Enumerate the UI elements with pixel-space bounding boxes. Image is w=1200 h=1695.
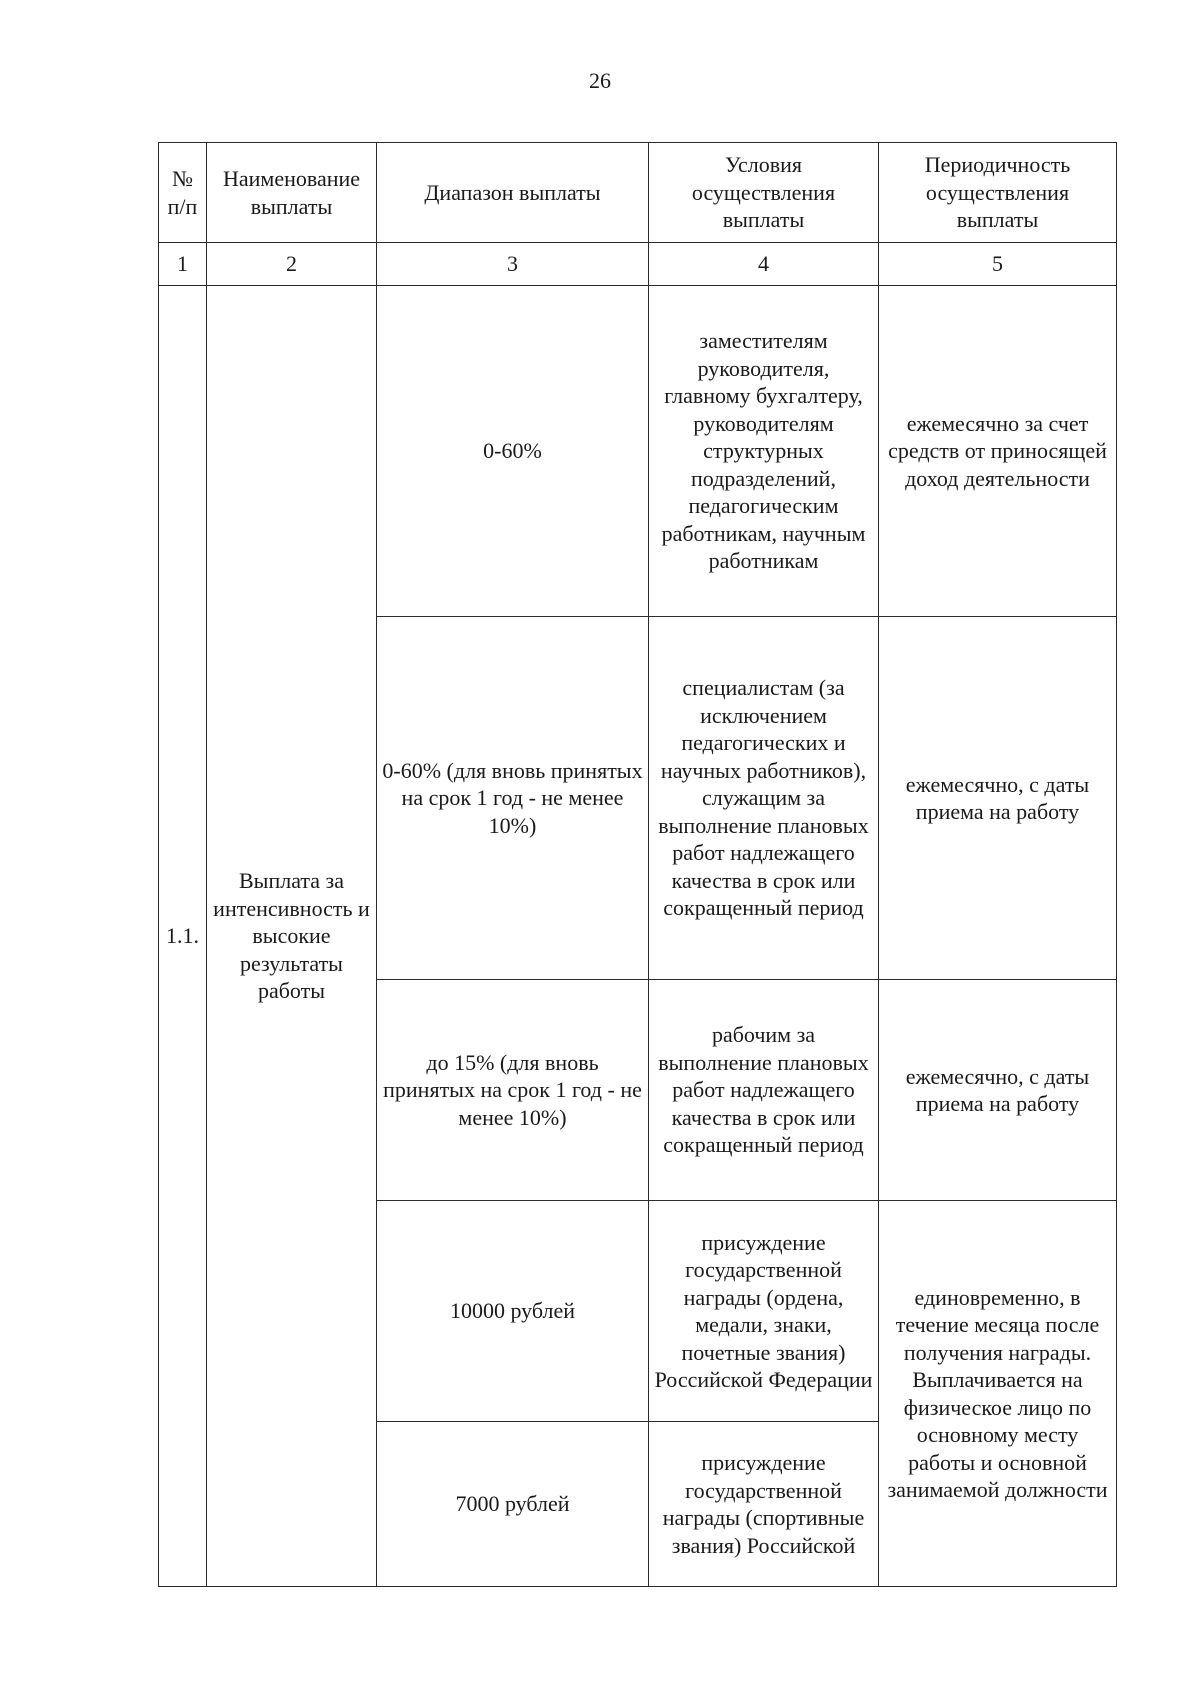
- group-number: 1.1.: [159, 286, 207, 1587]
- payments-table: [158, 142, 1117, 1587]
- column-number: 2: [207, 243, 377, 286]
- periodicity-cell: ежемесячно, с даты приема на работу: [879, 617, 1117, 980]
- conditions-cell: заместителям руководителя, главному бухгалтеру, руководителям структурных подразделений, педагогическим работникам, научным работникам: [649, 286, 879, 617]
- range-cell: до 15% (для вновь принятых на срок 1 год - не менее 10%): [377, 980, 649, 1201]
- range-cell: 0-60%: [377, 286, 649, 617]
- periodicity-cell: ежемесячно, с даты приема на работу: [879, 980, 1117, 1201]
- range-cell: 7000 рублей: [377, 1422, 649, 1587]
- column-number: 5: [879, 243, 1117, 286]
- range-cell: 0-60% (для вновь принятых на срок 1 год - не менее 10%): [377, 617, 649, 980]
- column-number: 4: [649, 243, 879, 286]
- periodicity-cell: ежемесячно за счет средств от приносящей доход деятельности: [879, 286, 1117, 617]
- award-periodicity-cell: единовременно, в течение месяца после получения награды. Выплачивается на физическое лицо по основному месту работы и основной занимаемой должности: [879, 1201, 1117, 1587]
- conditions-cell: специалистам (за исключением педагогических и научных работников), служащим за выполнение плановых работ надлежащего качества в срок или сокращенный период: [649, 617, 879, 980]
- page-number: 26: [589, 68, 611, 93]
- column-number: 3: [377, 243, 649, 286]
- conditions-cell: присуждение государственной награды (ордена, медали, знаки, почетные звания) Российской Федерации: [649, 1201, 879, 1422]
- column-number: 1: [159, 243, 207, 286]
- header-range: Диапазон выплаты: [377, 143, 649, 243]
- column-numbers-row: [159, 243, 1117, 286]
- group-name: Выплата за интенсивность и высокие результаты работы: [207, 286, 377, 1587]
- header-conditions: Условия осуществления выплаты: [649, 143, 879, 243]
- table-row: [159, 286, 1117, 617]
- header-num: № п/п: [159, 143, 207, 243]
- header-row: [159, 143, 1117, 243]
- conditions-cell: присуждение государственной награды (спортивные звания) Российской: [649, 1422, 879, 1587]
- header-name: Наименование выплаты: [207, 143, 377, 243]
- header-periodicity: Периодичность осуществления выплаты: [879, 143, 1117, 243]
- range-cell: 10000 рублей: [377, 1201, 649, 1422]
- conditions-cell: рабочим за выполнение плановых работ надлежащего качества в срок или сокращенный период: [649, 980, 879, 1201]
